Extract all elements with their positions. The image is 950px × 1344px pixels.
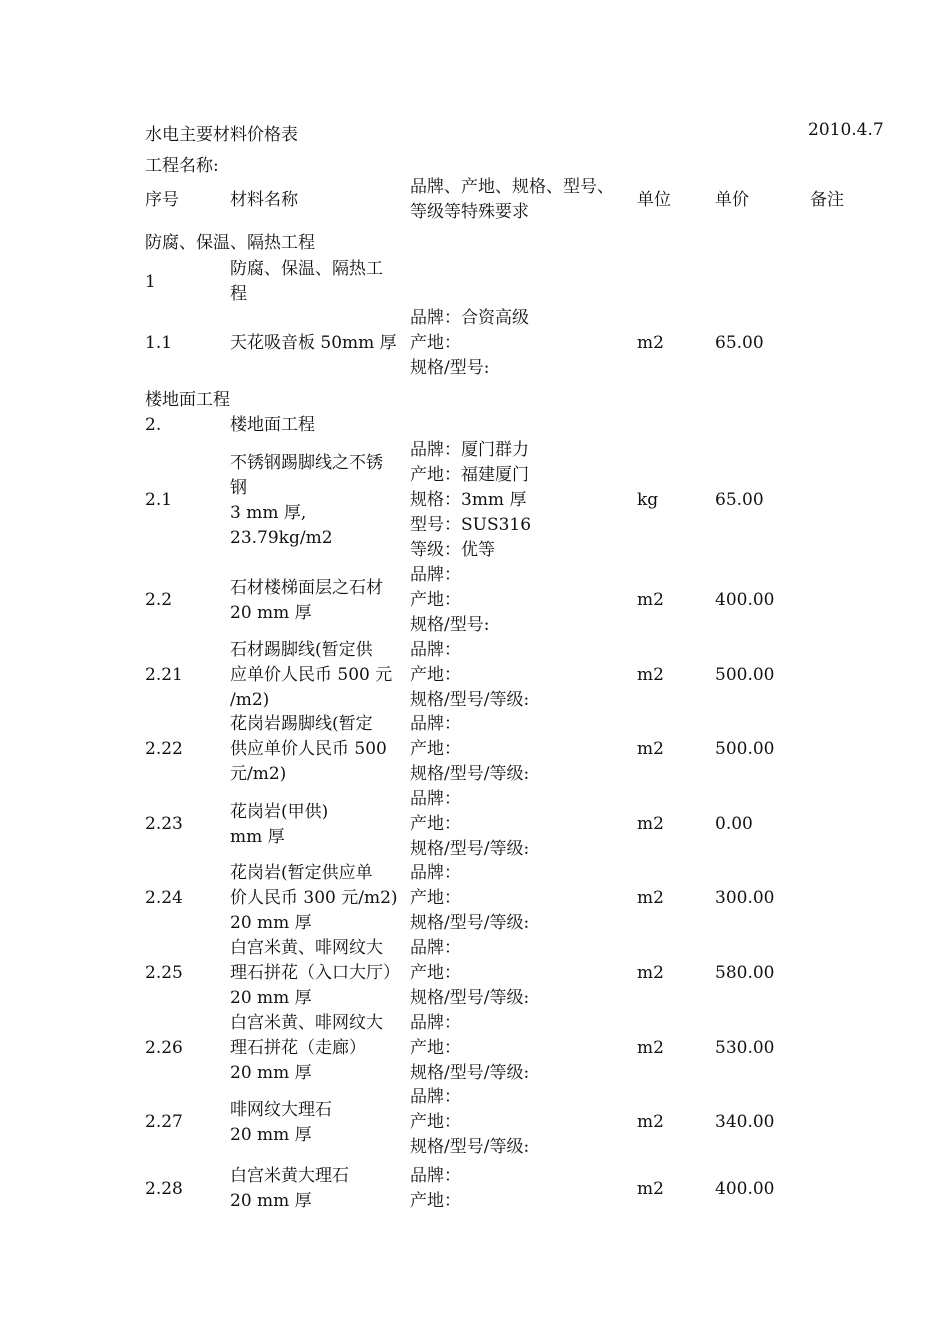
row-name: 白宫米黄、啡网纹大 理石拼花（入口大厅） 20 mm 厚 xyxy=(230,938,400,1008)
section-title: 防腐、保温、隔热工程 xyxy=(145,233,315,253)
row-spec: 品牌： 产地： 规格/型号/等级: xyxy=(410,938,530,1008)
row-spec: 品牌：合资高级 产地： 规格/型号: xyxy=(410,308,529,378)
project-name-label: 工程名称: xyxy=(145,156,219,176)
row-unit: m2 xyxy=(637,1112,664,1132)
table-row xyxy=(0,712,950,787)
row-price: 340.00 xyxy=(715,1112,775,1132)
row-no: 2.26 xyxy=(145,1038,183,1058)
table-row xyxy=(0,638,950,713)
table-row xyxy=(0,1085,950,1160)
row-name: 花岗岩(暂定供应单 价人民币 300 元/m2) 20 mm 厚 xyxy=(230,863,398,933)
row-price: 500.00 xyxy=(715,739,775,759)
row-no: 2.22 xyxy=(145,739,183,759)
row-unit: m2 xyxy=(637,739,664,759)
row-name: 白宫米黄大理石 20 mm 厚 xyxy=(230,1166,349,1211)
row-price: 500.00 xyxy=(715,665,775,685)
row-no: 2.27 xyxy=(145,1112,183,1132)
row-no: 2. xyxy=(145,415,162,435)
row-name: 石材踢脚线(暂定供 应单价人民币 500 元 /m2) xyxy=(230,640,393,710)
row-spec: 品牌： 产地： 规格/型号/等级: xyxy=(410,640,530,710)
row-unit: m2 xyxy=(637,963,664,983)
row-price: 400.00 xyxy=(715,1178,775,1199)
row-name: 不锈钢踢脚线之不锈 钢 3 mm 厚, 23.79kg/m2 xyxy=(230,452,383,548)
section-title: 楼地面工程 xyxy=(145,390,230,410)
document-title: 水电主要材料价格表 xyxy=(145,125,298,145)
row-name: 楼地面工程 xyxy=(230,415,315,435)
row-spec: 品牌： 产地： 规格/型号/等级: xyxy=(410,789,530,859)
row-no: 1.1 xyxy=(145,333,173,353)
table-row xyxy=(0,861,950,936)
row-unit: m2 xyxy=(637,1038,664,1058)
table-row xyxy=(0,936,950,1011)
table-row xyxy=(0,1011,950,1086)
row-unit: m2 xyxy=(637,665,664,685)
row-unit: m2 xyxy=(637,1178,664,1199)
row-name: 白宫米黄、啡网纹大 理石拼花（走廊） 20 mm 厚 xyxy=(230,1013,383,1083)
row-name: 防腐、保温、隔热工 程 xyxy=(230,259,383,304)
table-row xyxy=(0,563,950,638)
header-name: 材料名称 xyxy=(230,189,298,210)
table-row xyxy=(0,257,950,307)
table-row xyxy=(0,1163,950,1215)
row-spec: 品牌： 产地： 规格/型号/等级: xyxy=(410,1087,530,1157)
row-spec: 品牌： 产地： 规格/型号/等级: xyxy=(410,863,530,933)
document-date: 2010.4.7 xyxy=(808,120,884,140)
row-name: 天花吸音板 50mm 厚 xyxy=(230,333,397,353)
row-spec: 品牌： 产地： 规格/型号: xyxy=(410,565,490,635)
row-name: 啡网纹大理石 20 mm 厚 xyxy=(230,1099,332,1145)
table-row xyxy=(0,413,950,438)
row-no: 1 xyxy=(145,271,156,292)
row-unit: kg xyxy=(637,490,659,510)
header-note: 备注 xyxy=(810,189,844,210)
row-unit: m2 xyxy=(637,590,664,610)
row-price: 530.00 xyxy=(715,1038,775,1058)
row-no: 2.28 xyxy=(145,1178,183,1199)
row-spec: 品牌： 产地： 规格/型号/等级: xyxy=(410,1013,530,1083)
row-unit: m2 xyxy=(637,333,664,353)
header-unit: 单位 xyxy=(637,189,671,210)
row-spec: 品牌：厦门群力 产地：福建厦门 规格：3mm 厚 型号：SUS316 等级：优等 xyxy=(410,440,532,560)
row-price: 580.00 xyxy=(715,963,775,983)
row-price: 300.00 xyxy=(715,888,775,908)
row-no: 2.2 xyxy=(145,590,173,610)
row-name: 花岗岩踢脚线(暂定 供应单价人民币 500 元/m2) xyxy=(230,714,387,784)
row-spec: 品牌： 产地： xyxy=(410,1166,461,1211)
table-row xyxy=(0,306,950,381)
table-row xyxy=(0,438,950,563)
row-unit: m2 xyxy=(637,888,664,908)
row-name: 石材楼梯面层之石材 20 mm 厚 xyxy=(230,577,383,623)
row-name: 花岗岩(甲供) mm 厚 xyxy=(230,801,329,847)
row-price: 65.00 xyxy=(715,333,764,353)
row-spec: 品牌： 产地： 规格/型号/等级: xyxy=(410,714,530,784)
row-no: 2.24 xyxy=(145,888,183,908)
row-no: 2.23 xyxy=(145,814,183,834)
row-price: 65.00 xyxy=(715,490,764,510)
row-price: 400.00 xyxy=(715,590,775,610)
header-spec: 品牌、产地、规格、型号、 等级等特殊要求 xyxy=(410,177,614,222)
row-unit: m2 xyxy=(637,814,664,834)
row-no: 2.1 xyxy=(145,490,173,510)
row-price: 0.00 xyxy=(715,814,753,834)
table-row xyxy=(0,787,950,862)
row-no: 2.21 xyxy=(145,665,183,685)
row-no: 2.25 xyxy=(145,963,183,983)
header-price: 单价 xyxy=(715,189,749,210)
header-no: 序号 xyxy=(145,189,179,210)
